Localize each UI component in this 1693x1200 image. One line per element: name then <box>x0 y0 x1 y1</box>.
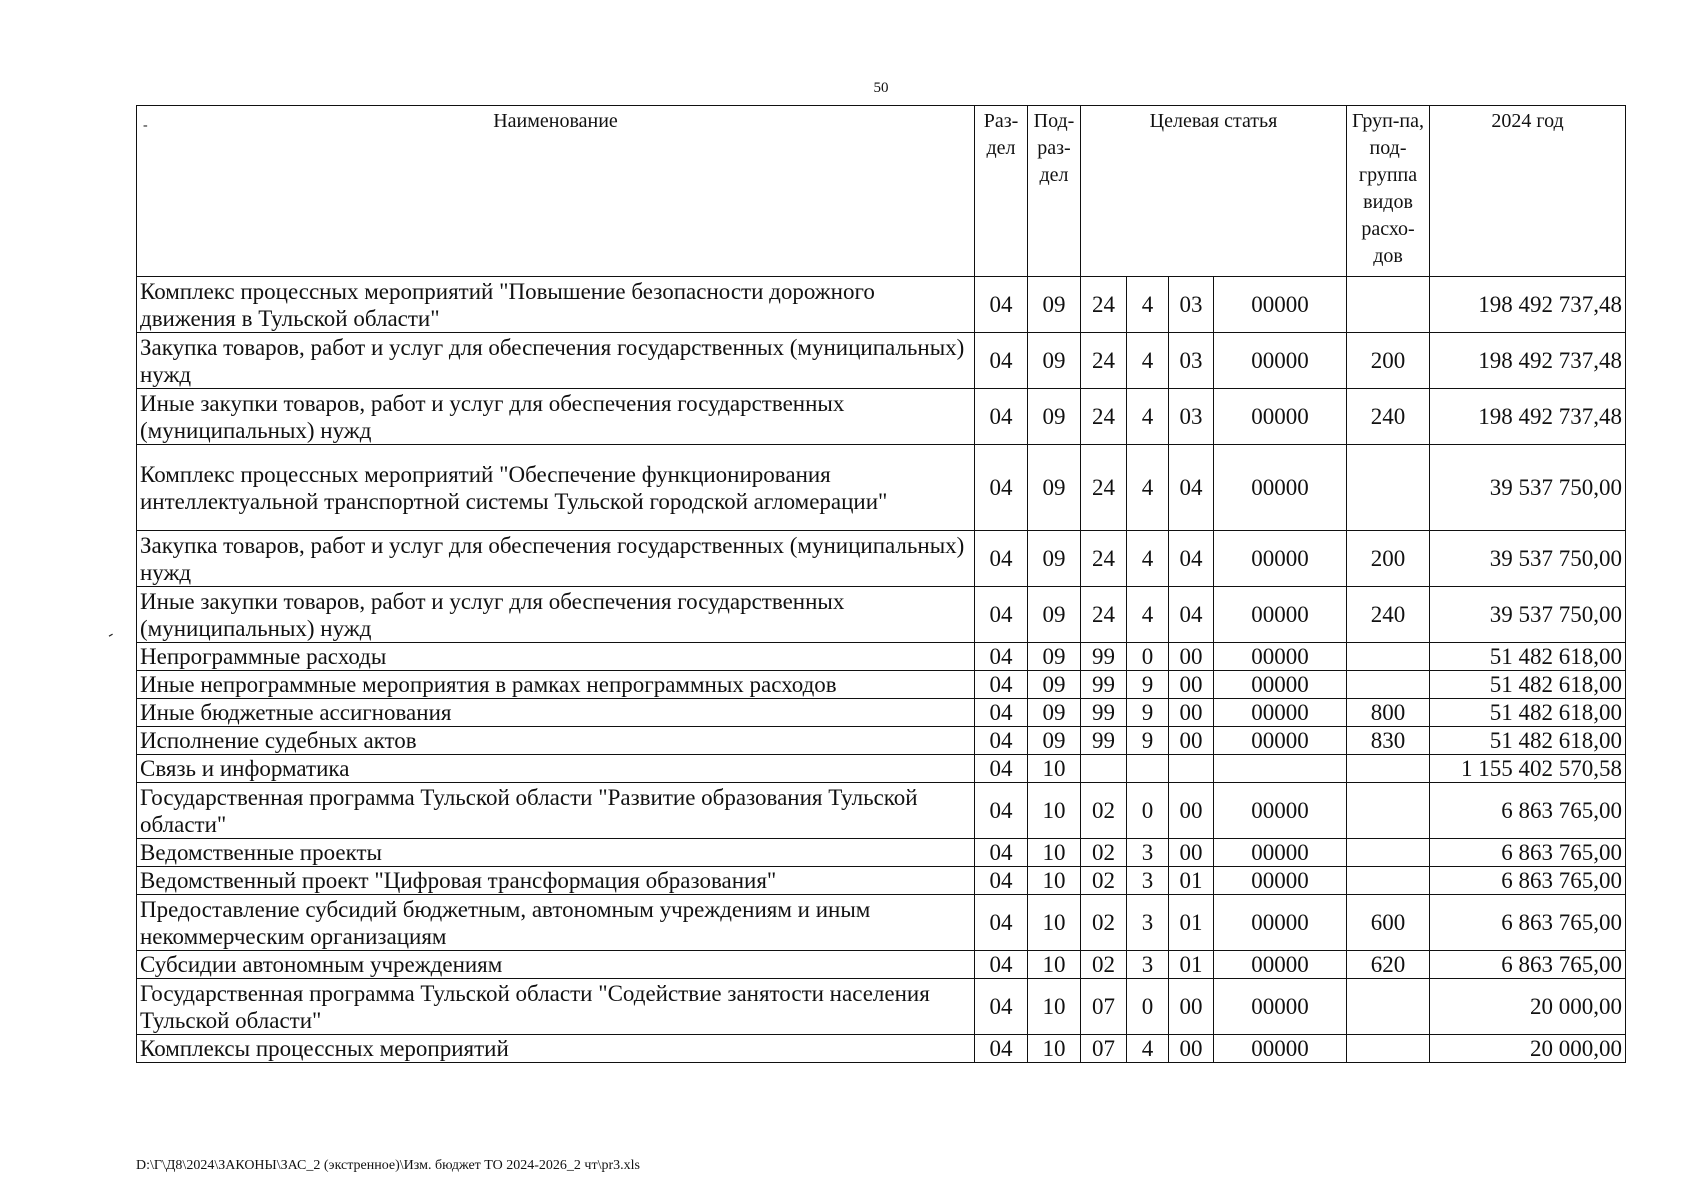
row-target-structure: 00 <box>1169 1035 1214 1063</box>
row-amount: 6 863 765,00 <box>1430 895 1626 951</box>
row-podrazdel: 09 <box>1028 277 1081 333</box>
row-group: 620 <box>1347 951 1430 979</box>
row-target-program: 24 <box>1081 445 1127 531</box>
page-number: 50 <box>873 80 889 96</box>
row-target-structure: 04 <box>1169 587 1214 643</box>
row-target-structure: 00 <box>1169 783 1214 839</box>
row-target-program: 24 <box>1081 587 1127 643</box>
row-group: 240 <box>1347 587 1430 643</box>
row-target-program: 99 <box>1081 643 1127 671</box>
table-row <box>137 277 1626 333</box>
row-target-type: 3 <box>1127 951 1169 979</box>
row-razdel: 04 <box>975 587 1028 643</box>
row-target-structure: 04 <box>1169 531 1214 587</box>
table-row <box>137 389 1626 445</box>
row-name: Ведомственный проект "Цифровая трансформация образования" <box>137 867 975 895</box>
row-target-type <box>1127 755 1169 783</box>
table-row <box>137 699 1626 727</box>
row-podrazdel: 10 <box>1028 895 1081 951</box>
row-name: Ведомственные проекты <box>137 839 975 867</box>
row-target-type: 0 <box>1127 643 1169 671</box>
table-row <box>137 979 1626 1035</box>
row-razdel: 04 <box>975 951 1028 979</box>
row-name: Иные закупки товаров, работ и услуг для обеспечения государственных (муниципальных) нужд <box>137 389 975 445</box>
row-target-direction: 00000 <box>1214 445 1347 531</box>
row-target-direction: 00000 <box>1214 531 1347 587</box>
row-target-direction: 00000 <box>1214 783 1347 839</box>
table-header-row <box>137 106 1626 277</box>
row-group <box>1347 839 1430 867</box>
budget-table <box>136 105 1626 1063</box>
row-razdel: 04 <box>975 895 1028 951</box>
row-group: 200 <box>1347 531 1430 587</box>
row-razdel: 04 <box>975 783 1028 839</box>
row-target-direction: 00000 <box>1214 277 1347 333</box>
row-razdel: 04 <box>975 1035 1028 1063</box>
row-target-structure <box>1169 755 1214 783</box>
row-target-type: 3 <box>1127 867 1169 895</box>
row-amount: 1 155 402 570,58 <box>1430 755 1626 783</box>
row-target-type: 0 <box>1127 979 1169 1035</box>
row-target-type: 9 <box>1127 727 1169 755</box>
row-podrazdel: 09 <box>1028 333 1081 389</box>
row-podrazdel: 09 <box>1028 587 1081 643</box>
row-target-type: 0 <box>1127 783 1169 839</box>
table-row <box>137 531 1626 587</box>
row-group: 200 <box>1347 333 1430 389</box>
row-target-direction: 00000 <box>1214 699 1347 727</box>
row-podrazdel: 10 <box>1028 839 1081 867</box>
row-target-type: 4 <box>1127 277 1169 333</box>
row-amount: 20 000,00 <box>1430 1035 1626 1063</box>
stray-mark: - <box>103 625 117 644</box>
row-group <box>1347 1035 1430 1063</box>
row-target-type: 9 <box>1127 671 1169 699</box>
row-amount: 51 482 618,00 <box>1430 727 1626 755</box>
row-name: Исполнение судебных актов <box>137 727 975 755</box>
row-target-direction: 00000 <box>1214 389 1347 445</box>
row-name: Иные закупки товаров, работ и услуг для обеспечения государственных (муниципальных) нужд <box>137 587 975 643</box>
row-amount: 198 492 737,48 <box>1430 277 1626 333</box>
row-group: 830 <box>1347 727 1430 755</box>
row-target-program: 24 <box>1081 531 1127 587</box>
row-group: 800 <box>1347 699 1430 727</box>
row-razdel: 04 <box>975 445 1028 531</box>
row-target-program: 24 <box>1081 277 1127 333</box>
table-row <box>137 783 1626 839</box>
row-target-program: 02 <box>1081 783 1127 839</box>
row-target-structure: 00 <box>1169 727 1214 755</box>
row-target-type: 4 <box>1127 333 1169 389</box>
row-target-direction: 00000 <box>1214 1035 1347 1063</box>
row-name: Государственная программа Тульской области "Содействие занятости населения Тульской области" <box>137 979 975 1035</box>
row-podrazdel: 10 <box>1028 755 1081 783</box>
row-target-type: 3 <box>1127 839 1169 867</box>
row-target-program <box>1081 755 1127 783</box>
row-name: Государственная программа Тульской области "Развитие образования Тульской области" <box>137 783 975 839</box>
table-row <box>137 445 1626 531</box>
row-target-direction: 00000 <box>1214 333 1347 389</box>
row-target-structure: 00 <box>1169 699 1214 727</box>
row-target-direction: 00000 <box>1214 643 1347 671</box>
row-target-type: 4 <box>1127 531 1169 587</box>
table-row <box>137 587 1626 643</box>
row-amount: 51 482 618,00 <box>1430 671 1626 699</box>
row-target-program: 07 <box>1081 979 1127 1035</box>
row-target-program: 02 <box>1081 867 1127 895</box>
row-razdel: 04 <box>975 643 1028 671</box>
row-target-type: 3 <box>1127 895 1169 951</box>
table-row <box>137 895 1626 951</box>
row-target-type: 4 <box>1127 389 1169 445</box>
row-target-direction: 00000 <box>1214 979 1347 1035</box>
row-razdel: 04 <box>975 333 1028 389</box>
table-body <box>137 277 1626 1063</box>
row-target-program: 02 <box>1081 895 1127 951</box>
row-podrazdel: 09 <box>1028 699 1081 727</box>
row-target-direction <box>1214 755 1347 783</box>
header-podrazdel: Под-раз-дел <box>1028 106 1081 277</box>
header-target: Целевая статья <box>1081 106 1347 277</box>
row-razdel: 04 <box>975 727 1028 755</box>
row-group: 240 <box>1347 389 1430 445</box>
row-target-program: 99 <box>1081 727 1127 755</box>
row-razdel: 04 <box>975 277 1028 333</box>
row-amount: 198 492 737,48 <box>1430 333 1626 389</box>
table-row <box>137 643 1626 671</box>
header-razdel: Раз-дел <box>975 106 1028 277</box>
row-podrazdel: 09 <box>1028 643 1081 671</box>
table-row <box>137 755 1626 783</box>
row-group <box>1347 445 1430 531</box>
footer-file-path: D:\Г\Д8\2024\ЗАКОНЫ\ЗАС_2 (экстренное)\Изм. бюджет ТО 2024-2026_2 чт\pr3.xls <box>136 1158 640 1173</box>
row-group <box>1347 783 1430 839</box>
row-amount: 39 537 750,00 <box>1430 587 1626 643</box>
row-target-structure: 01 <box>1169 895 1214 951</box>
header-group: Груп-па, под-группа видов расхо-дов <box>1347 106 1430 277</box>
row-target-direction: 00000 <box>1214 839 1347 867</box>
row-target-structure: 01 <box>1169 951 1214 979</box>
header-name-label: Наименование <box>493 110 618 132</box>
row-amount: 6 863 765,00 <box>1430 839 1626 867</box>
table-row <box>137 333 1626 389</box>
row-group: 600 <box>1347 895 1430 951</box>
row-amount: 6 863 765,00 <box>1430 951 1626 979</box>
row-razdel: 04 <box>975 867 1028 895</box>
row-group <box>1347 755 1430 783</box>
row-amount: 6 863 765,00 <box>1430 867 1626 895</box>
row-razdel: 04 <box>975 389 1028 445</box>
row-name: Комплекс процессных мероприятий "Обеспечение функционирования интеллектуальной транспортной системы Тульской городской агломерации" <box>137 445 975 531</box>
row-podrazdel: 10 <box>1028 951 1081 979</box>
row-group <box>1347 277 1430 333</box>
row-target-type: 4 <box>1127 587 1169 643</box>
row-target-direction: 00000 <box>1214 895 1347 951</box>
row-amount: 39 537 750,00 <box>1430 445 1626 531</box>
row-amount: 20 000,00 <box>1430 979 1626 1035</box>
row-target-program: 24 <box>1081 389 1127 445</box>
row-razdel: 04 <box>975 979 1028 1035</box>
table-row <box>137 839 1626 867</box>
row-name: Закупка товаров, работ и услуг для обеспечения государственных (муниципальных) нужд <box>137 531 975 587</box>
row-target-type: 9 <box>1127 699 1169 727</box>
row-target-structure: 01 <box>1169 867 1214 895</box>
row-target-direction: 00000 <box>1214 587 1347 643</box>
row-razdel: 04 <box>975 699 1028 727</box>
row-target-structure: 03 <box>1169 333 1214 389</box>
row-amount: 198 492 737,48 <box>1430 389 1626 445</box>
row-podrazdel: 09 <box>1028 389 1081 445</box>
row-target-structure: 03 <box>1169 277 1214 333</box>
row-name: Непрограммные расходы <box>137 643 975 671</box>
row-name: Закупка товаров, работ и услуг для обеспечения государственных (муниципальных) нужд <box>137 333 975 389</box>
row-podrazdel: 10 <box>1028 979 1081 1035</box>
row-target-program: 02 <box>1081 839 1127 867</box>
row-name: Субсидии автономным учреждениям <box>137 951 975 979</box>
row-target-structure: 00 <box>1169 643 1214 671</box>
row-razdel: 04 <box>975 755 1028 783</box>
row-podrazdel: 10 <box>1028 867 1081 895</box>
row-target-structure: 00 <box>1169 979 1214 1035</box>
row-target-structure: 03 <box>1169 389 1214 445</box>
header-year: 2024 год <box>1430 106 1626 277</box>
table-row <box>137 951 1626 979</box>
row-target-structure: 04 <box>1169 445 1214 531</box>
row-group <box>1347 867 1430 895</box>
row-target-direction: 00000 <box>1214 727 1347 755</box>
row-amount: 39 537 750,00 <box>1430 531 1626 587</box>
row-target-structure: 00 <box>1169 839 1214 867</box>
row-podrazdel: 09 <box>1028 671 1081 699</box>
row-podrazdel: 09 <box>1028 445 1081 531</box>
row-target-type: 4 <box>1127 1035 1169 1063</box>
header-name <box>137 106 975 277</box>
row-target-direction: 00000 <box>1214 951 1347 979</box>
row-podrazdel: 10 <box>1028 1035 1081 1063</box>
row-group <box>1347 979 1430 1035</box>
row-name: Предоставление субсидий бюджетным, автономным учреждениям и иным некоммерческим организациям <box>137 895 975 951</box>
header-dash: - <box>143 118 148 133</box>
row-group <box>1347 643 1430 671</box>
row-target-program: 07 <box>1081 1035 1127 1063</box>
row-name: Иные непрограммные мероприятия в рамках непрограммных расходов <box>137 671 975 699</box>
row-amount: 51 482 618,00 <box>1430 643 1626 671</box>
row-podrazdel: 09 <box>1028 727 1081 755</box>
row-amount: 51 482 618,00 <box>1430 699 1626 727</box>
row-target-program: 24 <box>1081 333 1127 389</box>
row-target-structure: 00 <box>1169 671 1214 699</box>
row-group <box>1347 671 1430 699</box>
row-podrazdel: 09 <box>1028 531 1081 587</box>
row-name: Иные бюджетные ассигнования <box>137 699 975 727</box>
row-razdel: 04 <box>975 531 1028 587</box>
table-row <box>137 867 1626 895</box>
row-name: Связь и информатика <box>137 755 975 783</box>
row-razdel: 04 <box>975 839 1028 867</box>
row-name: Комплекс процессных мероприятий "Повышение безопасности дорожного движения в Тульской области" <box>137 277 975 333</box>
row-razdel: 04 <box>975 671 1028 699</box>
table-row <box>137 1035 1626 1063</box>
table-row <box>137 727 1626 755</box>
row-target-program: 02 <box>1081 951 1127 979</box>
row-target-direction: 00000 <box>1214 867 1347 895</box>
row-target-program: 99 <box>1081 699 1127 727</box>
row-target-program: 99 <box>1081 671 1127 699</box>
row-target-type: 4 <box>1127 445 1169 531</box>
row-podrazdel: 10 <box>1028 783 1081 839</box>
table-row <box>137 671 1626 699</box>
row-name: Комплексы процессных мероприятий <box>137 1035 975 1063</box>
row-target-direction: 00000 <box>1214 671 1347 699</box>
row-amount: 6 863 765,00 <box>1430 783 1626 839</box>
